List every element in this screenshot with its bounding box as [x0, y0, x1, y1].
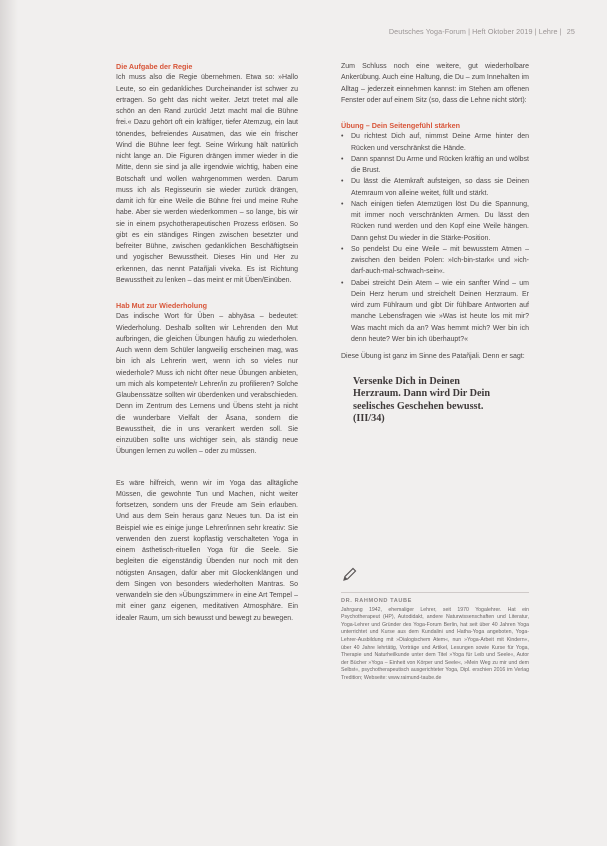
exercise-heading: Übung – Dein Seitengefühl stärken — [341, 121, 461, 130]
exercise-step: • Du richtest Dich auf, nimmst Deine Arme hinter den Rücken und verschränkst die Hände. — [341, 131, 529, 154]
author-bio-text: Jahrgang 1942, ehemaliger Lehrer, seit 1970 Yogalehrer. Hat ein Psychotherapeut (HP), Autodidakt, andere Naturwissenschaften und Literatur, Yoga-Lehrer und Gründer des Yoga-Forum Berlin, hat seit über 40 Jahren Yoga unterrichtet und Kurse aus dem Kundalini und Hatha-Yoga angeboten, Yoga-Lehrer-Ausbildung mit »Dialogischem Atem«, nun »Yoga-Arbeit mit Kindern«, über 40 Jahre lehrtätig, Vorträge und Artikel, Lesungen sowie Kurse für Yoga, Therapie und Naturheilkunde unter dem Titel »Yoga für Leib und Seele«, Autor der Bücher »Yoga – Einheit von Körper und Seele«, »Mein Weg zu mir und dem Selbst«, psychotherapeutisch ausgerichteter Yoga, Dipl. erschien 2016 im Verlag Tredition; Webseite: www.raimund-taube.de — [341, 606, 529, 681]
exercise-step: • Dabei streicht Dein Atem – wie ein sanfter Wind – um Dein Herz herum und streichelt Deinen Herzraum. Er wird zum Fühlraum und gibt Dir fühlbare Antworten auf manche Lebensfragen wie »Was ist heute los mit mir? Was macht mich da an? Was hemmt mich? Wer bin ich denn heute? Wer bin ich überhaupt?« — [341, 278, 529, 346]
bio-divider — [341, 592, 529, 593]
paragraph-yoga-seele: Es wäre hilfreich, wenn wir im Yoga das alltägliche Müssen, die gewohnte Tun und Machen, nicht weiter fortsetzen, sondern uns der Freude am Sein erlauben. Und aus dem Sein heraus ganz Neues tun. Da ist ein Beispiel wie es einige junge Lehrer/innen sehr kreativ: Sie verwenden den zuerst kopflastig verschalteten Yoga in einem ästhetisch-rituellen Yoga für die Seele. Sie begleiten die eigenständig Übenden nur noch mit den nötigsten Ansagen, dafür aber mit Glockenklängen und dem Singen von besonders wiederholten Mantras. So verwandeln sie den »Übungszimmer« in eine Art Tempel – mit einer ganz eigenen, meditativen Atmosphäre. Ein idealer Raum, um sich bewusst und bewegt zu bewegen. — [116, 479, 298, 622]
paragraph-regie: Ich muss also die Regie übernehmen. Etwa so: »Hallo Leute, so ein gedankliches Durcheinander ist schwer zu ertragen. So geht das nicht weiter. Jetzt tretet mal alle schön an den Rand zurück! Jetzt macht mal die Bühne frei.« Dazu gehört oft ein kräftiger, tiefer Atemzug, ein laut tönendes, befreiendes Ausatmen, das wie ein frischer Wind die Bühne leer fegt. Seine Wirkung hält natürlich nicht lange an. Die Figuren drängen immer wieder in die Mitte, denn sie sind ja alle irgendwie wichtig, haben eine Botschaft und wollen wahrgenommen werden. Darum muss ich als Regisseurin sie wieder zurück drängen, damit ich für eine Weile die Bühne frei und meine Ruhe habe. Aber sie werden wiederkommen – so lange, bis wir sie in einem psychotherapeutischen Prozess erlösen. So gibt es ein ständiges Ringen zwischen besetzter und befreiter Bühne, zwischen gedanklichen Beschäftigtsein und yogischer Bewusstheit. Dieses Hin und Her zu erkennen, das nennt Patañjali viveka. Es ist Richtung Bewusstheit zu lenken – das meint er mit Üben/Einüben. — [116, 74, 298, 284]
running-header — [389, 27, 575, 36]
paragraph-closing: Diese Übung ist ganz im Sinne des Patañjali. Denn er sagt: — [341, 353, 525, 360]
author-name: DR. RAHMOND TAUBE — [341, 598, 413, 604]
exercise-steps — [341, 131, 529, 345]
running-title: Deutsches Yoga-Forum | Heft Oktober 2019 | Lehre | — [388, 27, 562, 36]
exercise-step: • Du lässt die Atemkraft aufsteigen, so dass sie Deinen Atemraum von alleine weitet, füllt und stärkt. — [341, 176, 529, 199]
pencil-icon — [342, 566, 358, 582]
author-bio — [341, 598, 529, 683]
section-heading-wiederholung: Hab Mut zur Wiederholung — [116, 301, 207, 310]
page-number: 25 — [566, 27, 575, 36]
paragraph-intro: Zum Schluss noch eine weitere, gut wiederholbare Ankerübung. Auch eine Haltung, die Du – zum Innehalten im Alltag – jederzeit einnehmen kannst: im Stehen am offenen Fenster oder auf einem Sitz (so, dass die Lehne nicht stört): — [341, 63, 529, 104]
scan-shadow — [0, 0, 18, 846]
exercise-step: • So pendelst Du eine Weile – mit bewusstem Atmen – zwischen den beiden Polen: »Ich-bin-stark« und »ich-darf-auch-mal-schwach-sein«. — [341, 244, 529, 278]
paragraph-wiederholung: Das indische Wort für Üben – abhyāsa – bedeutet: Wiederholung. Deshalb sollten wir Lehrenden den Mut aufbringen, die gleichen Übungen häufig zu wiederholen. Auch wenn dem Schüler langweilig erscheinen mag, was bin ich als Lehrerin wert, wenn ich so vieles nur wiederhole? Muss ich nicht öfter neue Übungen anbieten, um mich als kompetente/r Lehrer/in zu profilieren? Solche Glaubenssätze sollten wir überdenken und verabschieden. Denn im Zentrum des Lernens und Übens steht ja nicht die wunderbare Vielfalt der Āsana, sondern die Bewusstheit, die in uns verankert werden soll. Sie einzuüben sollte uns wichtiger sein, als ständig neue Übungen lernen zu wollen – oder zu müssen. — [116, 313, 298, 456]
exercise-step: • Dann spannst Du Arme und Rücken kräftig an und wölbst die Brust. — [341, 154, 529, 177]
right-column — [341, 61, 529, 425]
left-column — [116, 61, 298, 630]
section-heading-regie: Die Aufgabe der Regie — [116, 62, 193, 71]
exercise-step: • Nach einigen tiefen Atemzügen löst Du die Spannung, mit immer noch verschränkten Armen. Du lässt den Rücken rund werden und den Kopf eine Weile hängen. Dann gehst Du wieder in die Stärke-Position. — [341, 199, 529, 244]
pull-quote: Versenke Dich in Deinen Herzraum. Dann wird Dir Dein seelisches Geschehen bewusst. (III/34) — [353, 376, 491, 424]
